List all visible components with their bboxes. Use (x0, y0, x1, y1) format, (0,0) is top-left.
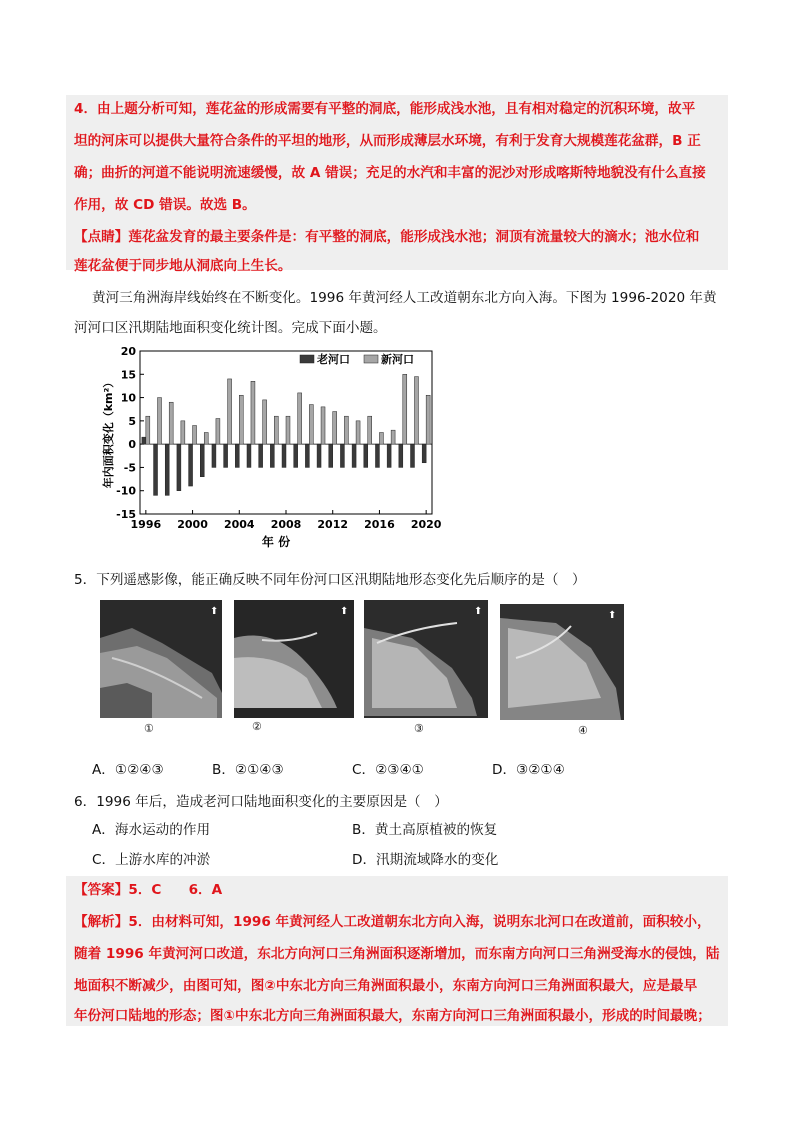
svg-text:⬆: ⬆ (474, 606, 483, 617)
bar-new-2016 (379, 433, 383, 445)
bar-new-2000 (193, 426, 197, 445)
legend-swatch-0 (300, 355, 314, 363)
bar-new-1999 (181, 421, 185, 444)
dianqing-tag: 【点睛】 (74, 229, 129, 245)
bar-old-1996 (142, 437, 146, 444)
y-axis-label: 年内面积变化（km²） (102, 376, 115, 489)
svg-text:⬆: ⬆ (608, 610, 617, 621)
bar-old-2002 (212, 444, 216, 467)
bar-new-2019 (414, 377, 418, 445)
bar-old-2013 (340, 444, 344, 467)
image-mark-4: ④ (578, 724, 588, 737)
bar-new-2020 (426, 395, 430, 444)
q4-line-1: 4．由上题分析可知，莲花盆的形成需要有平整的洞底，能形成浅水池，且有相对稳定的沉积环境，故平 (74, 101, 696, 117)
bar-old-2009 (294, 444, 298, 467)
bar-new-2008 (286, 416, 290, 444)
x-tick-label: 2000 (177, 518, 208, 531)
area-change-bar-chart (98, 343, 448, 548)
bar-old-2016 (375, 444, 379, 467)
q6-option-a[interactable]: A．海水运动的作用 (92, 822, 211, 838)
analysis-line-4: 年份河口陆地的形态；图①中东北方向三角洲面积最大，东南方向河口三角洲面积最小，形成的时间最晚； (74, 1008, 711, 1024)
remote-sensing-image-3 (362, 598, 490, 738)
svg-text:⬆: ⬆ (340, 606, 349, 617)
bar-old-2010 (305, 444, 309, 467)
bar-new-1996 (146, 416, 150, 444)
bar-new-2004 (239, 395, 243, 444)
q6-option-d[interactable]: D．汛期流域降水的变化 (352, 852, 499, 868)
x-tick-label: 2004 (223, 518, 255, 531)
y-tick-label: 10 (120, 391, 136, 405)
q6-option-b[interactable]: B．黄土高原植被的恢复 (352, 822, 498, 838)
dianqing-line-1 (74, 227, 699, 247)
dianqing-text-1: 莲花盆发育的最主要条件是：有平整的洞底，能形成浅水池；洞顶有流量较大的滴水；池水位和 (128, 229, 700, 245)
image-mark-3: ③ (414, 722, 424, 735)
bar-new-2010 (309, 405, 313, 445)
bar-old-2020 (422, 444, 426, 463)
analysis-line-2: 随着 1996 年黄河河口改道，东北方向河口三角洲面积逐渐增加，而东南方向河口三角洲受海水的侵蚀，陆 (74, 946, 720, 962)
q4-line-3: 确；曲折的河道不能说明流速缓慢，故 A 错误；充足的水汽和丰富的泥沙对形成喀斯特地貌没有什么直接 (74, 165, 706, 181)
analysis-line-3: 地面积不断减少，由图可知，图②中东北方向三角洲面积最小，东南方向河口三角洲面积最大，应是最早 (74, 978, 698, 994)
intro-line-2: 河河口区汛期陆地面积变化统计图。完成下面小题。 (74, 320, 387, 336)
bar-old-2011 (317, 444, 321, 467)
q4-line-4: 作用，故 CD 错误。故选 B。 (74, 197, 256, 213)
bar-new-2002 (216, 419, 220, 445)
y-tick-label: 5 (128, 414, 136, 428)
y-tick-label: -10 (116, 484, 136, 498)
q6-option-c[interactable]: C．上游水库的冲淤 (92, 852, 211, 868)
legend-label-0: 老河口 (317, 353, 350, 366)
bar-new-2012 (333, 412, 337, 445)
analysis-line-1 (74, 912, 711, 932)
bar-new-2007 (274, 416, 278, 444)
q5-option-d[interactable]: D．③②①④ (492, 762, 565, 778)
x-tick-label: 2016 (364, 518, 395, 531)
bar-old-2017 (387, 444, 391, 467)
bar-old-2014 (352, 444, 356, 467)
x-tick-label: 2008 (270, 518, 302, 531)
q5-option-a[interactable]: A．①②④③ (92, 762, 164, 778)
bar-old-2004 (235, 444, 239, 467)
y-tick-label: -15 (116, 508, 136, 521)
remote-sensing-image-1 (92, 598, 224, 738)
intro-line-1: 黄河三角洲海岸线始终在不断变化。1996 年黄河经人工改道朝东北方向入海。下图为 1996-2020 年黄 (92, 290, 717, 306)
dianqing-line-2: 莲花盆便于同步地从洞底向上生长。 (74, 258, 292, 274)
bar-new-2009 (298, 393, 302, 444)
svg-text:⬆: ⬆ (210, 606, 219, 617)
y-tick-label: 15 (120, 368, 136, 382)
bar-old-1997 (154, 444, 158, 495)
bar-old-1999 (177, 444, 181, 491)
bar-new-1997 (158, 398, 162, 445)
x-tick-label: 2012 (317, 518, 349, 531)
q4-line-2: 坦的河床可以提供大量符合条件的平坦的地形，从而形成薄层水环境，有利于发育大规模莲花盆群，B 正 (74, 133, 701, 149)
image-mark-2: ② (252, 720, 262, 733)
bar-old-2008 (282, 444, 286, 467)
satellite-photo-4 (496, 598, 628, 722)
q5-stem: 5．下列遥感影像，能正确反映不同年份河口区汛期陆地形态变化先后顺序的是（ ） (74, 572, 586, 588)
bar-old-2019 (411, 444, 415, 467)
remote-sensing-image-2 (232, 598, 356, 738)
bar-old-2000 (189, 444, 193, 486)
satellite-photo-3 (362, 598, 490, 720)
bar-new-2015 (368, 416, 372, 444)
x-axis-label: 年 份 (261, 535, 291, 548)
bar-new-2017 (391, 430, 395, 444)
bar-old-2012 (329, 444, 333, 467)
bar-new-2001 (204, 433, 208, 445)
bar-new-2003 (228, 379, 232, 444)
y-tick-label: 0 (128, 438, 136, 452)
q6-stem: 6．1996 年后，造成老河口陆地面积变化的主要原因是（ ） (74, 794, 448, 810)
analysis-tag: 【解析】 (74, 914, 129, 930)
q5-option-b[interactable]: B．②①④③ (212, 762, 284, 778)
answer-text: 5．C 6．A (128, 882, 223, 898)
bar-new-2005 (251, 381, 255, 444)
satellite-photo-1 (92, 598, 224, 720)
y-tick-label: -5 (123, 461, 136, 475)
legend-label-1: 新河口 (381, 353, 414, 366)
q5-option-c[interactable]: C．②③④① (352, 762, 424, 778)
satellite-photo-2 (232, 598, 356, 720)
bar-old-2006 (259, 444, 263, 467)
bar-new-1998 (169, 402, 173, 444)
legend-swatch-1 (364, 355, 378, 363)
bar-old-2003 (224, 444, 228, 467)
bar-new-2014 (356, 421, 360, 444)
x-tick-label: 2020 (410, 518, 442, 531)
bar-new-2013 (344, 416, 348, 444)
bar-new-2011 (321, 407, 325, 444)
bar-old-2018 (399, 444, 403, 467)
answer-tag: 【答案】 (74, 882, 129, 898)
bar-old-2005 (247, 444, 251, 467)
bar-new-2018 (403, 374, 407, 444)
bar-old-2015 (364, 444, 368, 467)
bar-old-2007 (270, 444, 274, 467)
bar-old-2001 (200, 444, 204, 477)
answer-line (74, 880, 222, 900)
x-tick-label: 1996 (130, 518, 162, 531)
remote-sensing-image-4 (496, 598, 628, 742)
image-mark-1: ① (144, 722, 154, 735)
bar-old-1998 (165, 444, 169, 495)
analysis-text-1: 5．由材料可知，1996 年黄河经人工改道朝东北方向入海，说明东北河口在改道前，面积较小， (128, 914, 711, 930)
bar-new-2006 (263, 400, 267, 444)
y-tick-label: 20 (120, 345, 136, 358)
